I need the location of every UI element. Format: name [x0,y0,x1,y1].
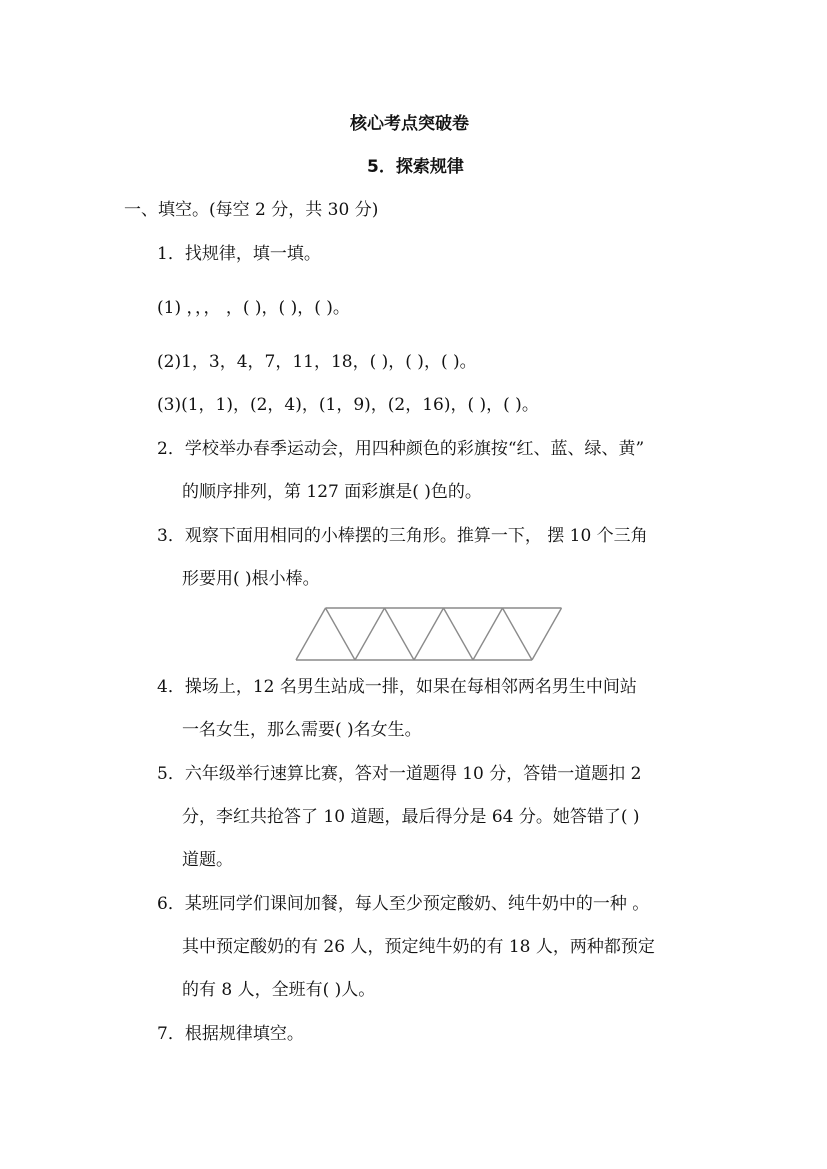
q5-line3: 道题。 [182,850,233,870]
q7-stem: 7．根据规律填空。 [157,1024,304,1044]
stick-diagonal [444,608,474,660]
q4-line1: 4．操场上，12 名男生站成一排，如果在每相邻两名男生中间站 [157,677,637,697]
q4-line2: 一名女生，那么需要( )名女生。 [182,720,422,740]
stick-diagonal [296,608,326,660]
q2-line2: 的顺序排列，第 127 面彩旗是( )色的。 [182,482,482,502]
stick-diagonal [473,608,503,660]
section-heading: 一、填空。(每空 2 分，共 30 分) [124,200,379,220]
q1-part2: (2)1，3，4，7，11，18，( )，( )，( )。 [157,352,477,372]
q3-line1: 3．观察下面用相同的小棒摆的三角形。推算一下， 摆 10 个三角 [157,526,648,546]
stick-diagonal [385,608,415,660]
q1-stem: 1．找规律，填一填。 [157,244,321,264]
q5-line2: 分，李红共抢答了 10 道题，最后得分是 64 分。她答错了( ) [182,807,640,827]
q1-part3: (3)(1，1)，(2，4)，(1，9)，(2，16)，( )，( )。 [157,395,539,415]
q1-part1: (1) ，，， ，( )，( )，( )。 [157,298,350,318]
q6-line3: 的有 8 人，全班有( )人。 [182,980,376,1000]
stick-diagonal [355,608,385,660]
stick-diagonal [326,608,356,660]
stick-diagonal [503,608,533,660]
q5-line1: 5．六年级举行速算比赛，答对一道题得 10 分，答错一道题扣 2 [157,764,642,784]
q3-line2: 形要用( )根小棒。 [182,569,320,589]
q6-line1: 6．某班同学们课间加餐，每人至少预定酸奶、纯牛奶中的一种 。 [157,894,650,914]
triangle-sticks-figure [290,602,580,666]
stick-diagonal [532,608,562,660]
stick-diagonal [414,608,444,660]
q2-line1: 2．学校举办春季运动会，用四种颜色的彩旗按“红、蓝、绿、黄” [157,439,645,459]
page-title: 核心考点突破卷 [350,114,469,134]
page-subtitle: 5．探索规律 [367,157,464,177]
q6-line2: 其中预定酸奶的有 26 人，预定纯牛奶的有 18 人，两种都预定 [182,937,655,957]
